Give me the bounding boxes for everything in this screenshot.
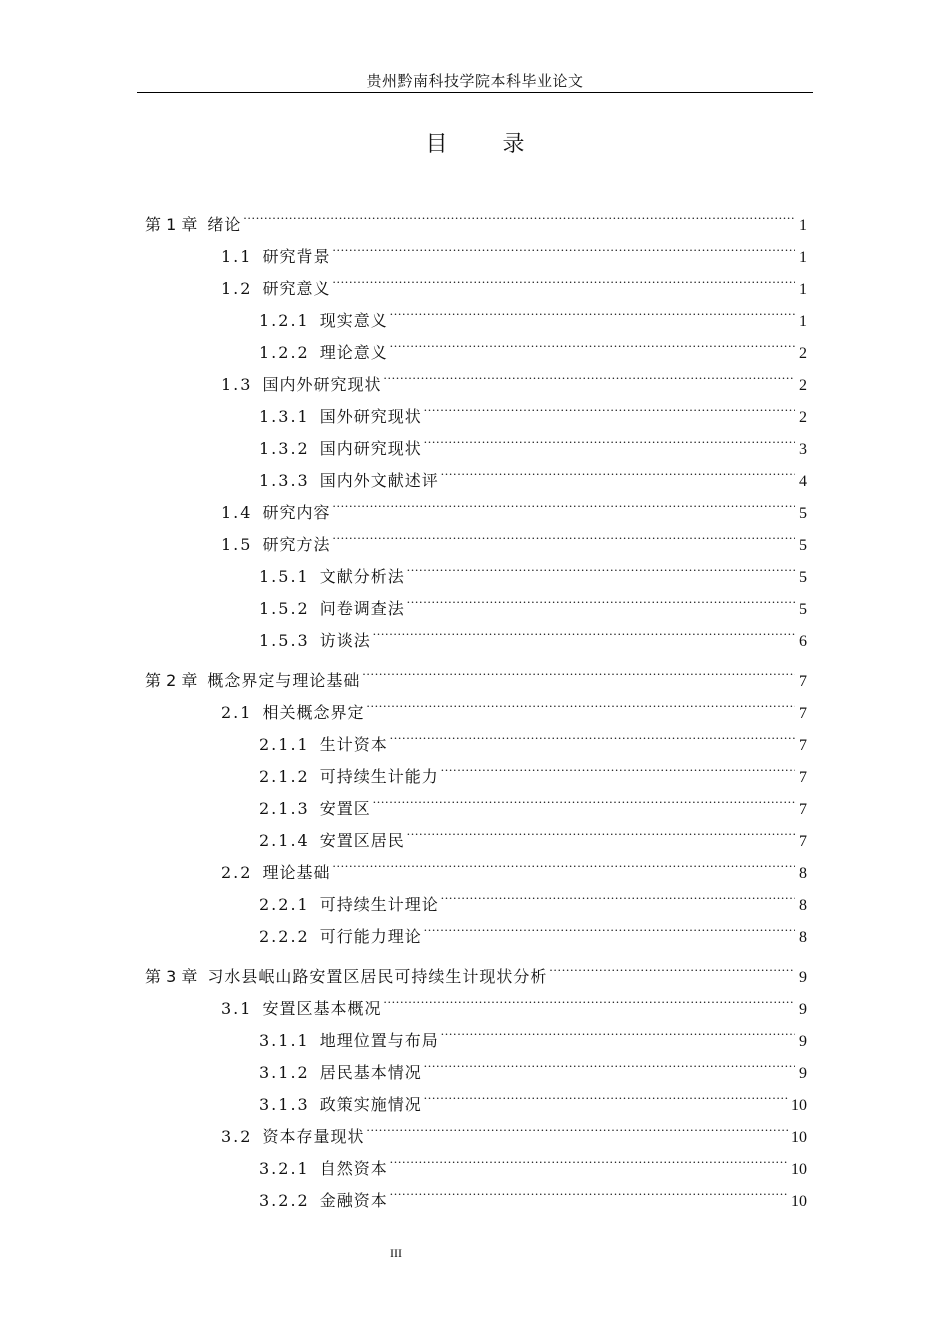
toc-entry-page: 5 — [799, 505, 807, 522]
toc-entry-number: 2.1.1 — [259, 735, 310, 754]
toc-entry-page: 10 — [791, 1129, 807, 1146]
toc-dot-leader — [390, 718, 795, 750]
toc-entry-page: 9 — [799, 969, 807, 986]
toc-entry[interactable] — [145, 486, 807, 522]
toc-entry-title: 研究内容 — [262, 503, 331, 522]
toc-entry-page: 1 — [799, 217, 807, 234]
toc-entry[interactable] — [145, 1174, 807, 1210]
toc-entry-page: 7 — [799, 705, 807, 722]
toc-entry[interactable] — [145, 582, 807, 618]
toc-entry-title: 国内研究现状 — [319, 439, 422, 458]
toc-entry-page: 1 — [799, 249, 807, 266]
toc-dot-leader — [424, 910, 795, 942]
toc-entry-number: 1.5 — [221, 535, 253, 554]
toc-dot-leader — [332, 486, 795, 518]
toc-entry-number: 3.2 — [221, 1127, 253, 1146]
toc-entry-number: 1.2 — [221, 279, 253, 298]
toc-entry-title: 可持续生计能力 — [319, 767, 439, 786]
toc-entry-title: 可持续生计理论 — [319, 895, 439, 914]
toc-entry-number: 3.1.1 — [259, 1031, 310, 1050]
toc-entry[interactable] — [145, 358, 807, 394]
toc-entry[interactable] — [145, 1078, 807, 1114]
toc-entry-page: 9 — [799, 1001, 807, 1018]
toc-entry-number: 3.1.3 — [259, 1095, 310, 1114]
toc-entry-page: 7 — [799, 769, 807, 786]
toc-dot-leader — [390, 326, 795, 358]
toc-entry-page: 10 — [791, 1161, 807, 1178]
toc-entry-number: 第 3 章 — [145, 967, 198, 986]
toc-entry-number: 3.1 — [221, 999, 253, 1018]
toc-dot-leader — [373, 614, 795, 646]
toc-entry-number: 3.2.2 — [259, 1191, 310, 1210]
table-of-contents — [145, 198, 807, 1210]
toc-entry-title: 安置区 — [319, 799, 371, 818]
toc-entry-number: 第 1 章 — [145, 215, 198, 234]
toc-entry[interactable] — [145, 454, 807, 490]
toc-entry-title: 问卷调查法 — [319, 599, 405, 618]
toc-entry-number: 2.2.2 — [259, 927, 310, 946]
toc-entry[interactable] — [145, 614, 807, 650]
toc-entry-number: 1.3.1 — [259, 407, 310, 426]
toc-entry-title: 地理位置与布局 — [319, 1031, 439, 1050]
toc-entry-title: 生计资本 — [319, 735, 388, 754]
toc-dot-leader — [332, 262, 795, 294]
toc-entry-title: 金融资本 — [319, 1191, 388, 1210]
toc-entry-number: 1.5.3 — [259, 631, 310, 650]
toc-entry[interactable] — [145, 326, 807, 362]
toc-dot-leader — [424, 422, 795, 454]
toc-dot-leader — [383, 358, 795, 390]
toc-entry-page: 8 — [799, 865, 807, 882]
toc-entry-number: 2.1.2 — [259, 767, 310, 786]
toc-dot-leader — [332, 846, 795, 878]
toc-entry-number: 2.1.3 — [259, 799, 310, 818]
toc-entry-title: 国内外文献述评 — [319, 471, 439, 490]
toc-dot-leader — [366, 686, 795, 718]
toc-entry-number: 2.1 — [221, 703, 253, 722]
page-number: III — [390, 1246, 402, 1260]
toc-entry-title: 政策实施情况 — [319, 1095, 422, 1114]
toc-entry-title: 资本存量现状 — [262, 1127, 365, 1146]
toc-entry-page: 9 — [799, 1033, 807, 1050]
toc-entry-title: 访谈法 — [319, 631, 371, 650]
toc-entry-number: 1.3 — [221, 375, 253, 394]
toc-dot-leader — [424, 390, 795, 422]
toc-entry-number: 2.2 — [221, 863, 253, 882]
toc-entry-title: 自然资本 — [319, 1159, 388, 1178]
page-header: 贵州黔南科技学院本科毕业论文 — [366, 72, 584, 90]
toc-dot-leader — [383, 982, 795, 1014]
toc-entry[interactable] — [145, 750, 807, 786]
toc-entry-title: 安置区居民 — [319, 831, 405, 850]
toc-entry[interactable] — [145, 1046, 807, 1082]
toc-entry-title: 安置区基本概况 — [262, 999, 382, 1018]
toc-entry-number: 1.3.2 — [259, 439, 310, 458]
toc-dot-leader — [390, 294, 795, 326]
toc-entry-page: 4 — [799, 473, 807, 490]
toc-entry-number: 1.3.3 — [259, 471, 310, 490]
toc-entry-title: 相关概念界定 — [262, 703, 365, 722]
toc-dot-leader — [441, 750, 795, 782]
toc-entry[interactable] — [145, 950, 807, 986]
toc-dot-leader — [373, 782, 795, 814]
toc-entry-page: 2 — [799, 345, 807, 362]
toc-entry[interactable] — [145, 782, 807, 818]
toc-dot-leader — [424, 1046, 795, 1078]
toc-entry[interactable] — [145, 422, 807, 458]
toc-entry-page: 1 — [799, 313, 807, 330]
toc-entry-title: 研究背景 — [262, 247, 331, 266]
toc-entry-number: 2.2.1 — [259, 895, 310, 914]
toc-entry-page: 10 — [791, 1193, 807, 1210]
toc-entry-number: 2.1.4 — [259, 831, 310, 850]
toc-title: 目 录 — [425, 132, 549, 157]
toc-entry-title: 文献分析法 — [319, 567, 405, 586]
toc-entry-title: 理论意义 — [319, 343, 388, 362]
toc-dot-leader — [332, 518, 795, 550]
toc-entry[interactable] — [145, 910, 807, 946]
toc-dot-leader — [362, 654, 795, 686]
toc-entry[interactable] — [145, 198, 807, 234]
toc-dot-leader — [407, 550, 795, 582]
toc-dot-leader — [441, 1014, 795, 1046]
toc-entry-page: 5 — [799, 601, 807, 618]
header-rule — [137, 92, 813, 93]
toc-dot-leader — [441, 878, 795, 910]
toc-dot-leader — [424, 1078, 789, 1110]
toc-entry-title: 理论基础 — [262, 863, 331, 882]
toc-entry[interactable] — [145, 230, 807, 266]
toc-entry[interactable] — [145, 654, 807, 690]
toc-entry-number: 1.2.1 — [259, 311, 310, 330]
toc-dot-leader — [332, 230, 795, 262]
toc-dot-leader — [549, 950, 795, 982]
toc-dot-leader — [441, 454, 795, 486]
toc-dot-leader — [407, 582, 795, 614]
toc-entry-title: 国内外研究现状 — [262, 375, 382, 394]
toc-entry-page: 10 — [791, 1097, 807, 1114]
toc-dot-leader — [407, 814, 795, 846]
toc-entry-page: 5 — [799, 569, 807, 586]
toc-entry-number: 1.1 — [221, 247, 253, 266]
toc-entry-number: 1.5.1 — [259, 567, 310, 586]
toc-entry-title: 研究意义 — [262, 279, 331, 298]
toc-dot-leader — [366, 1110, 789, 1142]
toc-entry-title: 概念界定与理论基础 — [207, 671, 361, 690]
toc-entry-page: 9 — [799, 1065, 807, 1082]
toc-entry[interactable] — [145, 1110, 807, 1146]
toc-entry-title: 习水县岷山路安置区居民可持续生计现状分析 — [207, 967, 548, 986]
toc-entry-page: 7 — [799, 801, 807, 818]
toc-dot-leader — [390, 1174, 789, 1206]
toc-entry-page: 1 — [799, 281, 807, 298]
toc-entry-number: 1.2.2 — [259, 343, 310, 362]
toc-entry-page: 7 — [799, 673, 807, 690]
toc-entry-page: 5 — [799, 537, 807, 554]
toc-entry-page: 8 — [799, 897, 807, 914]
toc-entry-title: 居民基本情况 — [319, 1063, 422, 1082]
toc-entry-page: 3 — [799, 441, 807, 458]
toc-entry-number: 3.1.2 — [259, 1063, 310, 1082]
toc-entry-number: 第 2 章 — [145, 671, 198, 690]
toc-entry[interactable] — [145, 846, 807, 882]
toc-entry-page: 8 — [799, 929, 807, 946]
toc-entry-title: 可行能力理论 — [319, 927, 422, 946]
toc-dot-leader — [390, 1142, 789, 1174]
toc-entry-page: 2 — [799, 377, 807, 394]
toc-entry-number: 1.5.2 — [259, 599, 310, 618]
toc-entry-page: 7 — [799, 737, 807, 754]
toc-entry-number: 1.4 — [221, 503, 253, 522]
toc-entry-title: 国外研究现状 — [319, 407, 422, 426]
toc-entry-number: 3.2.1 — [259, 1159, 310, 1178]
toc-entry-page: 7 — [799, 833, 807, 850]
toc-entry-title: 绪论 — [207, 215, 242, 234]
toc-entry[interactable] — [145, 814, 807, 850]
toc-entry-title: 现实意义 — [319, 311, 388, 330]
toc-dot-leader — [243, 198, 795, 230]
toc-entry-page: 6 — [799, 633, 807, 650]
toc-entry-title: 研究方法 — [262, 535, 331, 554]
toc-entry-page: 2 — [799, 409, 807, 426]
